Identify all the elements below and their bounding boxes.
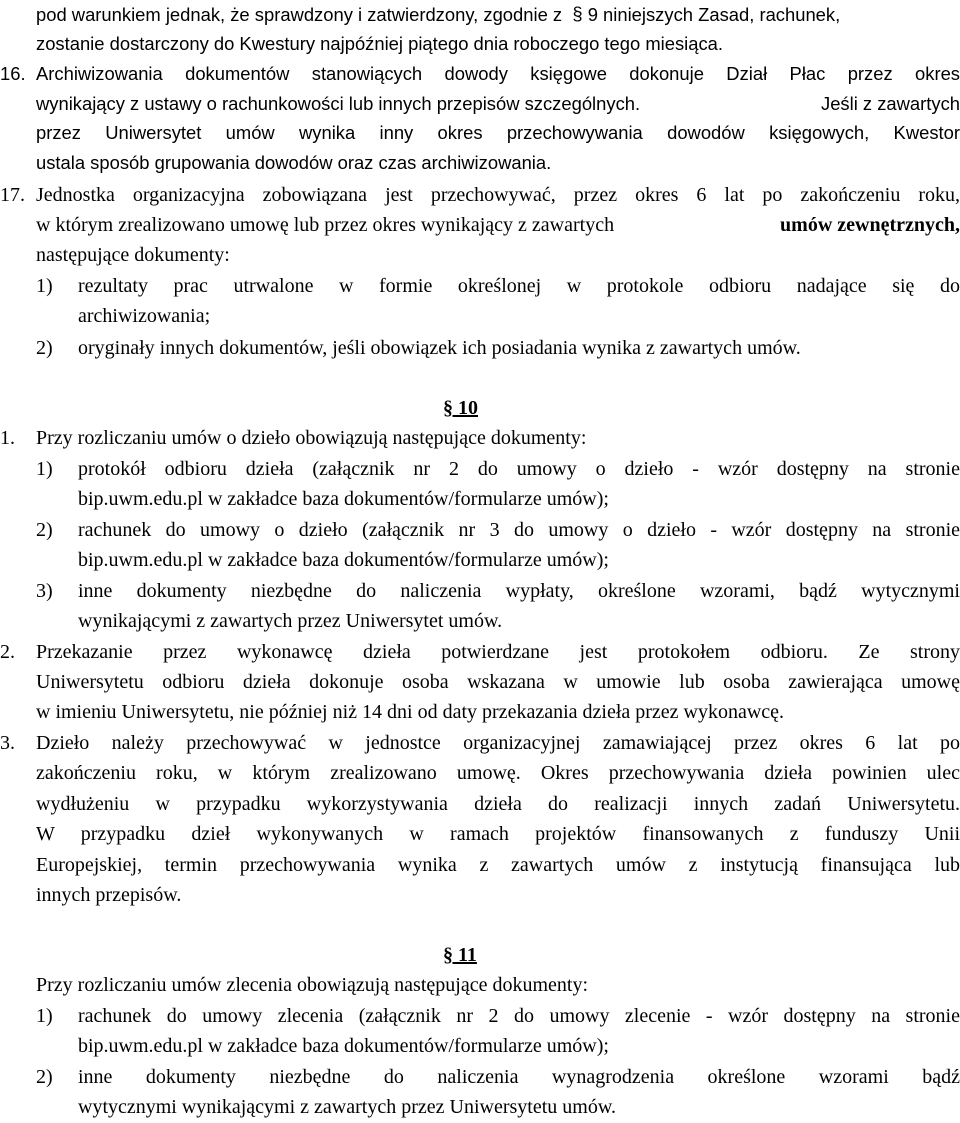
list-item-text: bip.uwm.edu.pl w zakładce baza dokumentów/formularze umów); [78,488,609,510]
text-line: zostanie dostarczony do Kwestury najpóźniej piątego dnia roboczego tego miesiąca. [36,33,723,54]
list-number: 3) [36,580,53,602]
text-line: W przypadku dzieł wykonywanych w ramach projektów finansowanych z funduszy Unii [36,823,960,845]
list-item-text: rezultaty prac utrwalone w formie określonej w protokole odbioru nadające się do [78,275,960,297]
text-fragment: w którym zrealizowano umowę lub przez okres wynikający z zawartych [36,214,615,236]
paragraph-number: 3. [0,732,15,754]
list-item [36,1001,960,1031]
list-item-text: protokół odbioru dzieła (załącznik nr 2 do umowy o dzieło - wzór dostępny na stronie [78,458,960,480]
list-item-text: rachunek do umowy o dzieło (załącznik nr 3 do umowy o dzieło - wzór dostępny na stronie [78,519,960,541]
section-number: 10 [458,397,478,419]
text-line: zakończeniu roku, w którym zrealizowano umowę. Okres przechowywania dzieła powinien ulec [36,762,960,784]
list-item [36,333,960,363]
text-line: Przekazanie przez wykonawcę dzieła potwierdzane jest protokołem odbioru. Ze strony [36,641,960,663]
text-line: Przy rozliczaniu umów o dzieło obowiązują następujące dokumenty: [36,427,587,449]
text-line: przez Uniwersytet umów wynika inny okres przechowywania dowodów księgowych, Kwestor [36,122,960,143]
list-item [36,271,960,301]
list-item-text: archiwizowania; [78,305,211,327]
paragraph-1 [0,423,960,453]
text-line: Dzieło należy przechowywać w jednostce organizacyjnej zamawiającej przez okres 6 lat po [36,732,960,754]
paragraph-3 [0,728,960,758]
section-number: 9 [587,4,598,25]
section-sign-icon: § [443,397,453,419]
section-sign-icon: § [567,3,588,24]
list-number: 1) [36,1005,53,1027]
bold-text: umów zewnętrznych, [780,214,960,236]
paragraph-17 [0,180,960,210]
paragraph-16 [0,59,960,89]
list-item-text: inne dokumenty niezbędne do naliczenia wypłaty, określone wzorami, bądź wytycznymi [78,580,960,602]
text-line: wydłużeniu w przypadku wykorzystywania dzieła do realizacji innych zadań Uniwersytetu. [36,793,960,815]
paragraph-number: 16. [0,63,26,84]
text-fragment: wynikający z ustawy o rachunkowości lub innych przepisów szczególnych. [36,93,641,114]
text-line: ustala sposób grupowania dowodów oraz czas archiwizowania. [36,152,552,173]
text-line: w imieniu Uniwersytetu, nie później niż 14 dni od daty przekazania dzieła przez wykonawcę. [36,701,785,723]
section-heading [443,940,477,970]
list-number: 2) [36,337,53,359]
list-item-text: bip.uwm.edu.pl w zakładce baza dokumentów/formularze umów); [78,1035,609,1057]
text-line: innych przepisów. [36,884,182,906]
text-line: Jednostka organizacyjna zobowiązana jest przechowywać, przez okres 6 lat po zakończeniu roku, [36,184,960,206]
section-number: 11 [458,944,477,966]
text-line: Archiwizowania dokumentów stanowiących dowody księgowe dokonuje Dział Płac przez okres [36,63,960,84]
list-item [36,515,960,545]
list-item-text: oryginały innych dokumentów, jeśli obowiązek ich posiadania wynika z zawartych umów. [78,337,801,359]
list-item [36,576,960,606]
list-item-text: rachunek do umowy zlecenia (załącznik nr 2 do umowy zlecenie - wzór dostępny na stronie [78,1005,960,1027]
list-number: 2) [36,519,53,541]
text-line [36,0,956,30]
paragraph-number: 17. [0,184,25,206]
text-line [36,89,960,119]
list-item-text: wytycznymi wynikającymi z zawartych przez Uniwersytetu umów. [78,1096,616,1118]
text-line: Przy rozliczaniu umów zlecenia obowiązują następujące dokumenty: [36,974,589,996]
text-line [36,210,960,240]
list-number: 1) [36,458,53,480]
list-number: 2) [36,1066,53,1088]
section-heading [443,393,478,423]
paragraph-number: 1. [0,427,15,449]
paragraph-number: 2. [0,641,15,663]
text-fragment: Jeśli z zawartych [821,93,960,114]
text-line: następujące dokumenty: [36,244,230,266]
section-sign-icon: § [443,944,453,966]
list-item-text: bip.uwm.edu.pl w zakładce baza dokumentów/formularze umów); [78,549,609,571]
list-item-text: inne dokumenty niezbędne do naliczenia wynagrodzenia określone wzorami bądź [78,1066,960,1088]
text-line: Europejskiej, termin przechowywania wynika z zawartych umów z instytucją finansująca lub [36,854,960,876]
list-item [36,454,960,484]
paragraph-2 [0,637,960,667]
text-line: Uniwersytetu odbioru dzieła dokonuje osoba wskazana w umowie lub osoba zawierająca umowę [36,671,960,693]
list-number: 1) [36,275,53,297]
list-item-text: wynikającymi z zawartych przez Uniwersytet umów. [78,610,503,632]
text-fragment: pod warunkiem jednak, że sprawdzony i zatwierdzony, zgodnie z [36,4,563,25]
text-fragment: niniejszych Zasad, rachunek, [603,4,841,25]
list-item [36,1062,960,1092]
